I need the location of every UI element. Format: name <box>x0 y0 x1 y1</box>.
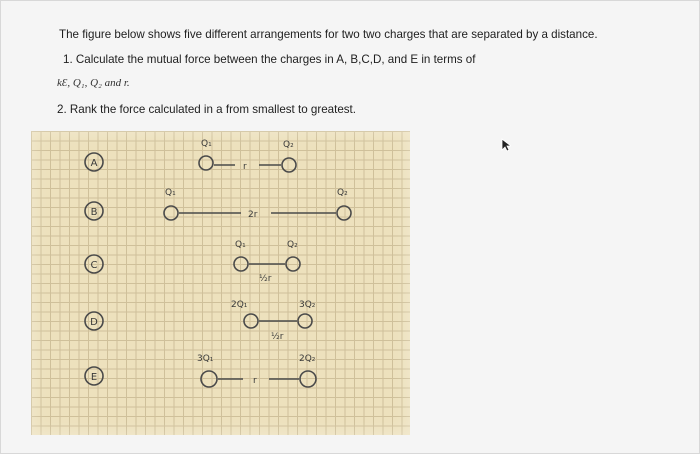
row-b-left-charge-circle <box>164 206 178 220</box>
row-d-separation-label: ½r <box>271 332 284 342</box>
row-c-right-charge-circle <box>286 257 300 271</box>
question-item-1: 1. Calculate the mutual force between the charges in A, B,C,D, and E in terms of <box>63 53 476 66</box>
charge-arrangements-drawing <box>31 131 410 435</box>
row-d-right-charge-circle <box>298 314 312 328</box>
row-e-right-charge-circle <box>300 371 316 387</box>
row-b-label: B <box>90 207 98 218</box>
row-a-separation-label: r <box>243 162 247 172</box>
row-c-separation-label: ½r <box>259 274 272 284</box>
row-c-left-charge-circle <box>234 257 248 271</box>
row-a-left-charge-circle <box>199 156 213 170</box>
row-a-right-charge-circle <box>282 158 296 172</box>
row-e-label: E <box>90 372 98 383</box>
row-b-left-charge-label: Q₁ <box>165 188 176 198</box>
row-b-right-charge-label: Q₂ <box>337 188 348 198</box>
row-e-separation-label: r <box>253 376 257 386</box>
row-b-right-charge-circle <box>337 206 351 220</box>
row-c-label: C <box>90 260 98 271</box>
row-a-right-charge-label: Q₂ <box>283 140 294 150</box>
row-b-separation-label: 2r <box>248 210 258 220</box>
row-e-left-charge-circle <box>201 371 217 387</box>
row-a-left-charge-label: Q₁ <box>201 139 212 149</box>
question-intro: The figure below shows five different arrangements for two two charges that are separated by a distance. <box>59 28 598 41</box>
row-d-label: D <box>90 317 98 328</box>
row-c-right-charge-label: Q₂ <box>287 240 298 250</box>
row-c-left-charge-label: Q₁ <box>235 240 246 250</box>
row-e-right-charge-label: 2Q₂ <box>299 354 316 364</box>
row-b <box>85 202 351 220</box>
row-a <box>85 153 296 172</box>
question-variables: kƐ, Q₁, Q₂ and r. <box>57 77 130 89</box>
graph-paper-figure <box>31 131 410 435</box>
question-item-2: 2. Rank the force calculated in a from smallest to greatest. <box>57 103 357 116</box>
row-e <box>85 367 316 387</box>
row-e-left-charge-label: 3Q₁ <box>197 354 214 364</box>
row-d <box>85 312 312 330</box>
row-a-label: A <box>90 158 98 169</box>
row-d-right-charge-label: 3Q₂ <box>299 300 316 310</box>
row-d-left-charge-label: 2Q₁ <box>231 300 248 310</box>
row-c <box>85 255 300 273</box>
row-d-left-charge-circle <box>244 314 258 328</box>
mouse-cursor-icon <box>501 138 511 152</box>
